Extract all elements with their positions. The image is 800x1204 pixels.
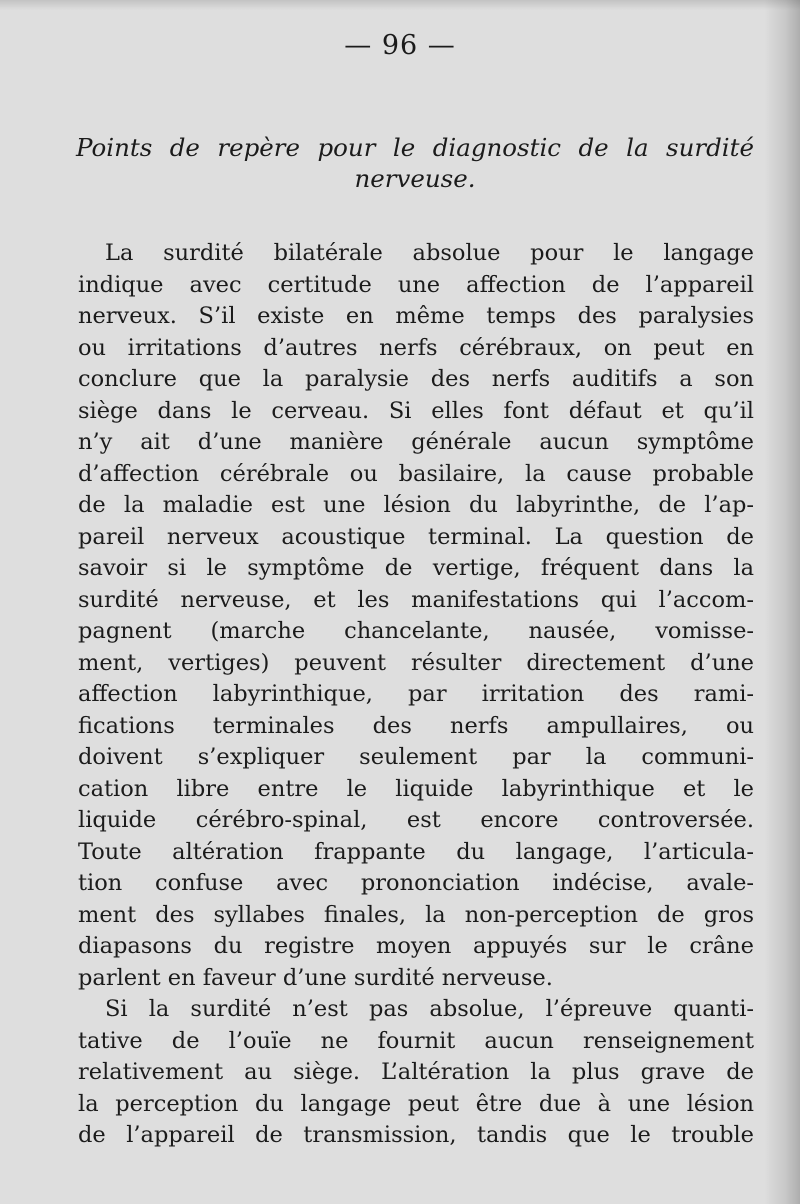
- text-line: la perception du langage peut être due à une lésion: [78, 1090, 754, 1117]
- text-line: tion confuse avec prononciation indécise, avale-: [78, 870, 754, 896]
- text-line: ou irritations d’autres nerfs cérébraux, on peut en: [78, 334, 754, 361]
- text-line: nerveux. S’il existe en même temps des paralysies: [78, 303, 754, 329]
- text-line: Si la surdité n’est pas absolue, l’épreuve quanti-: [105, 996, 754, 1022]
- heading-line: Points de repère pour le diagnostic de la surdité: [76, 133, 754, 162]
- text-line: indique avec certitude une affection de l’appareil: [78, 271, 754, 298]
- text-line: parlent en faveur d’une surdité nerveuse.: [78, 964, 553, 991]
- text-line: relativement au siège. L’altération la plus grave de: [78, 1059, 754, 1085]
- text-line: pagnent (marche chancelante, nausée, vomisse-: [78, 618, 754, 644]
- text-line: n’y ait d’une manière générale aucun symptôme: [78, 429, 754, 455]
- page-number: — 96 —: [344, 30, 456, 61]
- heading-line: nerveuse.: [354, 164, 476, 193]
- text-line: liquide cérébro-spinal, est encore controversée.: [78, 807, 754, 833]
- text-line: fications terminales des nerfs ampullaires, ou: [78, 712, 754, 739]
- text-line: affection labyrinthique, par irritation des rami-: [78, 681, 754, 707]
- text-line: conclure que la paralysie des nerfs auditifs a son: [78, 366, 754, 392]
- text-line: surdité nerveuse, et les manifestations qui l’accom-: [78, 586, 754, 613]
- text-line: siège dans le cerveau. Si elles font défaut et qu’il: [78, 397, 754, 424]
- body-text: [78, 238, 754, 1152]
- text-line: ment, vertiges) peuvent résulter directement d’une: [78, 649, 754, 676]
- text-line: de la maladie est une lésion du labyrinthe, de l’ap-: [78, 492, 754, 518]
- paragraph: [78, 994, 754, 1152]
- text-line: La surdité bilatérale absolue pour le langage: [105, 240, 754, 266]
- text-line: de l’appareil de transmission, tandis que le trouble: [78, 1122, 754, 1148]
- text-line: Toute altération frappante du langage, l’articula-: [78, 838, 754, 865]
- text-line: savoir si le symptôme de vertige, fréquent dans la: [78, 555, 754, 581]
- section-heading: [76, 132, 754, 194]
- text-line: diapasons du registre moyen appuyés sur le crâne: [78, 933, 754, 959]
- text-line: doivent s’expliquer seulement par la communi-: [78, 744, 754, 770]
- text-line: ment des syllabes finales, la non-perception de gros: [78, 901, 754, 928]
- text-line: tative de l’ouïe ne fournit aucun renseignement: [78, 1027, 754, 1054]
- paragraph: [78, 238, 754, 994]
- text-line: d’affection cérébrale ou basilaire, la cause probable: [78, 460, 754, 487]
- text-line: pareil nerveux acoustique terminal. La question de: [78, 523, 754, 550]
- text-line: cation libre entre le liquide labyrinthique et le: [78, 775, 754, 802]
